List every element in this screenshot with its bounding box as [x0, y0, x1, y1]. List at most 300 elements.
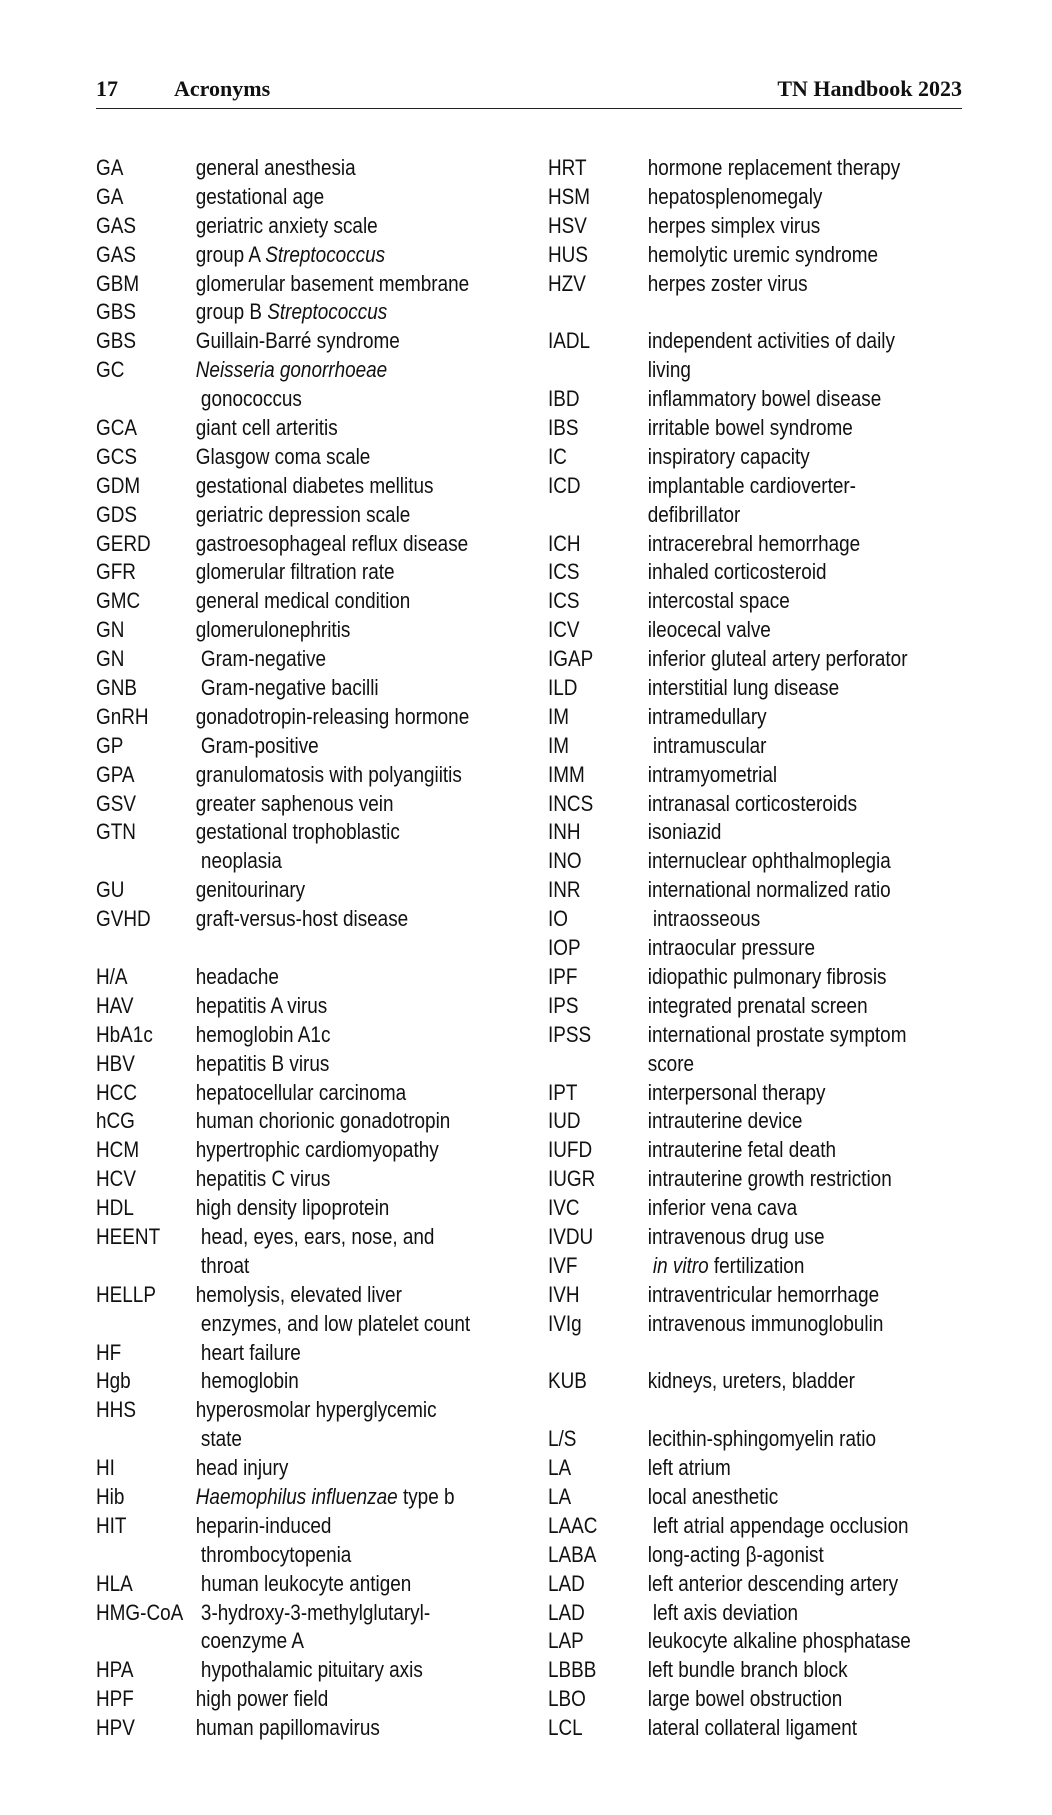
acronym-row [96, 1194, 470, 1223]
acronym-row [548, 443, 911, 472]
acronym-row [96, 1281, 470, 1310]
acronym-term [548, 1050, 648, 1079]
definition-text: intraocular pressure [647, 935, 815, 961]
acronym-definition [196, 1425, 242, 1454]
acronym-row [96, 790, 470, 819]
acronym-term: HCM [96, 1137, 140, 1163]
acronym-definition [648, 847, 891, 876]
acronym-row [96, 298, 470, 327]
acronym-row [96, 963, 470, 992]
acronym-row [96, 1599, 470, 1628]
definition-text: kidneys, ureters, bladder [647, 1368, 855, 1394]
acronym-definition [196, 1454, 289, 1483]
definition-text: intrauterine growth restriction [647, 1166, 892, 1192]
acronym-term: IM [548, 703, 570, 729]
acronym-term: GN [96, 617, 125, 643]
acronym-row [548, 241, 911, 270]
acronym-definition [196, 1339, 301, 1368]
acronym-definition [648, 616, 771, 645]
acronym-term: IUD [548, 1108, 581, 1134]
acronym-row [96, 1310, 470, 1339]
definition-text: glomerular filtration rate [195, 559, 395, 585]
acronym-term: IPS [548, 992, 579, 1018]
acronym-term: LAP [548, 1628, 584, 1654]
definition-text: group A [195, 241, 266, 267]
definition-text: gonadotropin-releasing hormone [195, 703, 470, 729]
acronym-row [96, 1396, 470, 1425]
acronym-definition [648, 790, 857, 819]
definition-text: neoplasia [200, 848, 282, 874]
acronym-row [96, 1165, 470, 1194]
acronym-definition [196, 1165, 331, 1194]
definition-text: inhaled corticosteroid [647, 559, 827, 585]
acronym-term: IPT [548, 1079, 578, 1105]
acronym-row [548, 963, 911, 992]
acronym-definition [648, 327, 895, 356]
acronym-definition [648, 501, 741, 530]
acronym-definition [648, 934, 815, 963]
definition-text: coenzyme A [200, 1628, 304, 1654]
acronym-row [548, 1310, 911, 1339]
acronym-row [96, 847, 470, 876]
acronym-row [96, 905, 470, 934]
definition-text: giant cell arteritis [195, 415, 338, 441]
acronym-term: GnRH [96, 703, 149, 729]
definition-text: inferior gluteal artery perforator [647, 646, 908, 672]
definition-text: intramuscular [652, 732, 767, 758]
acronym-row [96, 558, 470, 587]
definition-italic-text: in vitro [652, 1252, 709, 1278]
definition-text: hepatocellular carcinoma [195, 1079, 407, 1105]
definition-text: heart failure [200, 1339, 301, 1365]
acronym-term: LABA [548, 1541, 597, 1567]
acronym-definition [648, 1570, 898, 1599]
acronym-definition [196, 732, 319, 761]
acronym-row [96, 703, 470, 732]
definition-text: thrombocytopenia [200, 1541, 352, 1567]
definition-text: gastroesophageal reflux disease [195, 530, 469, 556]
acronym-definition [648, 645, 908, 674]
acronym-definition [648, 1454, 731, 1483]
acronym-row [548, 818, 911, 847]
acronym-term: GTN [96, 819, 136, 845]
acronym-row [96, 1627, 470, 1656]
definition-text: Glasgow coma scale [195, 443, 371, 469]
acronym-term [96, 1425, 196, 1454]
acronym-term: ICH [548, 530, 581, 556]
acronym-definition [196, 674, 379, 703]
acronym-term: IC [548, 443, 567, 469]
acronym-term: GMC [96, 588, 141, 614]
acronym-row [96, 385, 470, 414]
acronym-term [96, 1627, 196, 1656]
acronym-definition [196, 1714, 380, 1743]
acronym-term: IO [548, 906, 568, 932]
definition-text: Gram-negative [200, 646, 327, 672]
acronym-definition [648, 1050, 694, 1079]
acronym-row [96, 1050, 470, 1079]
definition-text: intramyometrial [647, 761, 778, 787]
acronym-row [548, 847, 911, 876]
acronym-term: ICS [548, 588, 580, 614]
definition-text: intracerebral hemorrhage [647, 530, 861, 556]
acronym-term: GBS [96, 328, 136, 354]
acronym-definition [648, 1079, 826, 1108]
acronym-row [96, 212, 470, 241]
definition-text: left atrium [647, 1455, 731, 1481]
acronym-term: HDL [96, 1195, 134, 1221]
acronym-row [96, 876, 470, 905]
page-number: 17 [96, 76, 118, 101]
definition-text: enzymes, and low platelet count [200, 1310, 471, 1336]
acronym-term: LBBB [548, 1657, 597, 1683]
acronym-definition [196, 1512, 332, 1541]
definition-text: Guillain-Barré syndrome [195, 328, 400, 354]
definition-text: hypothalamic pituitary axis [200, 1657, 423, 1683]
acronym-row [96, 1252, 470, 1281]
acronym-definition [196, 1107, 451, 1136]
acronym-definition [196, 270, 469, 299]
acronym-row [96, 1685, 470, 1714]
definition-text: interstitial lung disease [647, 675, 840, 701]
acronym-definition [196, 241, 385, 270]
acronym-row [548, 1570, 911, 1599]
acronym-definition [196, 1396, 437, 1425]
acronym-definition [648, 1136, 836, 1165]
definition-text: head injury [195, 1455, 289, 1481]
definition-text: Gram-positive [200, 732, 319, 758]
definition-italic-text: Streptococcus [267, 299, 388, 325]
acronym-term: GAS [96, 212, 136, 238]
definition-text: type b [397, 1483, 455, 1509]
acronym-term: IMM [548, 761, 585, 787]
acronym-row [96, 1454, 470, 1483]
acronym-definition [648, 1512, 909, 1541]
acronym-row [548, 1165, 911, 1194]
acronym-term: HLA [96, 1570, 133, 1596]
definition-text: graft-versus-host disease [195, 906, 409, 932]
acronym-term: INR [548, 877, 581, 903]
acronym-row [548, 1627, 911, 1656]
acronym-row [548, 1194, 911, 1223]
acronym-row [548, 674, 911, 703]
acronym-definition [648, 558, 827, 587]
acronym-definition [196, 1281, 402, 1310]
acronym-definition [196, 385, 302, 414]
definition-text: intranasal corticosteroids [647, 790, 858, 816]
acronym-definition [196, 1570, 412, 1599]
definition-text: living [647, 357, 691, 383]
acronym-term: IVIg [548, 1310, 582, 1336]
definition-text: left anterior descending artery [647, 1570, 899, 1596]
acronym-definition [648, 241, 878, 270]
acronym-definition [196, 905, 408, 934]
acronym-row [96, 645, 470, 674]
acronym-term: INCS [548, 790, 594, 816]
acronym-definition [196, 298, 387, 327]
definition-text: group B [195, 299, 268, 325]
acronym-row [548, 1223, 911, 1252]
acronym-row [548, 1367, 911, 1396]
acronym-term: GFR [96, 559, 136, 585]
acronym-row [548, 1425, 911, 1454]
acronym-definition [648, 963, 887, 992]
acronym-definition [648, 992, 868, 1021]
acronym-term: LA [548, 1455, 572, 1481]
acronym-term: GBS [96, 299, 136, 325]
definition-text: left axis deviation [652, 1599, 799, 1625]
acronym-row [548, 1685, 911, 1714]
definition-text: fertilization [708, 1252, 805, 1278]
acronym-term: HELLP [96, 1281, 156, 1307]
acronym-definition [648, 183, 823, 212]
acronym-term: IOP [548, 935, 581, 961]
definition-text: implantable cardioverter- [647, 472, 856, 498]
acronym-term: HRT [548, 155, 587, 180]
definition-text: heparin-induced [195, 1512, 332, 1538]
acronym-row [548, 1252, 911, 1281]
acronym-definition [196, 327, 400, 356]
acronym-term: ILD [548, 675, 578, 701]
acronym-definition [648, 1367, 855, 1396]
acronym-term: IVC [548, 1195, 580, 1221]
acronym-row [548, 1454, 911, 1483]
definition-text: international prostate symptom [647, 1021, 907, 1047]
acronym-row [548, 1107, 911, 1136]
definition-text: herpes simplex virus [647, 212, 821, 238]
acronym-definition [648, 1165, 892, 1194]
acronym-term: GCS [96, 443, 138, 469]
definition-text: intercostal space [647, 588, 790, 614]
acronym-term: GSV [96, 790, 136, 816]
definition-text: interpersonal therapy [647, 1079, 826, 1105]
acronym-term: GC [96, 357, 125, 383]
definition-text: score [647, 1050, 695, 1076]
acronym-definition [648, 472, 856, 501]
definition-text: international normalized ratio [647, 877, 891, 903]
acronym-row [96, 1223, 470, 1252]
acronym-row [548, 587, 911, 616]
definition-text: gestational diabetes mellitus [195, 472, 434, 498]
definition-text: left atrial appendage occlusion [652, 1512, 909, 1538]
definition-text: lecithin-sphingomyelin ratio [647, 1426, 876, 1452]
acronym-row [548, 501, 911, 530]
acronym-definition [196, 790, 394, 819]
definition-text: leukocyte alkaline phosphatase [647, 1628, 911, 1654]
definition-text: head, eyes, ears, nose, and [200, 1223, 435, 1249]
definition-text: hepatosplenomegaly [647, 183, 823, 209]
acronym-definition [648, 1425, 876, 1454]
acronym-term: GN [96, 646, 125, 672]
acronym-definition [196, 1627, 304, 1656]
acronym-term: LAAC [548, 1512, 598, 1538]
acronym-row [548, 876, 911, 905]
acronym-definition [196, 1483, 455, 1512]
acronym-row [548, 558, 911, 587]
acronym-definition [196, 1194, 390, 1223]
acronym-term: IADL [548, 328, 591, 354]
acronym-definition [196, 847, 282, 876]
acronym-definition [648, 674, 839, 703]
section-gap [548, 298, 911, 327]
acronym-row [96, 761, 470, 790]
definition-text: herpes zoster virus [647, 270, 808, 296]
book-title: TN Handbook 2023 [777, 76, 962, 101]
acronym-definition [196, 212, 378, 241]
acronym-term: HI [96, 1455, 115, 1481]
acronym-definition [196, 1541, 352, 1570]
acronym-definition [648, 1310, 884, 1339]
acronym-definition [196, 501, 411, 530]
acronym-definition [648, 530, 860, 559]
definition-text: intravenous immunoglobulin [647, 1310, 884, 1336]
acronym-row [96, 992, 470, 1021]
acronym-definition [648, 1021, 907, 1050]
acronym-term: HIT [96, 1512, 127, 1538]
acronym-row [96, 1339, 470, 1368]
acronym-term: IPF [548, 963, 578, 989]
acronym-definition [196, 963, 279, 992]
section-gap [96, 934, 470, 963]
acronym-term: GP [96, 732, 124, 758]
acronym-term: HEENT [96, 1223, 161, 1249]
acronym-term: IUFD [548, 1137, 593, 1163]
definition-text: Gram-negative bacilli [200, 675, 379, 701]
acronym-term [96, 1310, 196, 1339]
acronym-definition [648, 1685, 843, 1714]
acronym-definition [196, 1021, 331, 1050]
acronym-definition [196, 1079, 406, 1108]
acronym-row [548, 270, 911, 299]
definition-text: hemolysis, elevated liver [195, 1281, 402, 1307]
acronym-definition [648, 1541, 824, 1570]
acronym-definition [648, 154, 900, 183]
acronym-term: IUGR [548, 1166, 596, 1192]
acronym-term: GERD [96, 530, 151, 556]
acronym-term: ICS [548, 559, 580, 585]
acronym-term: INH [548, 819, 581, 845]
definition-text: independent activities of daily [647, 328, 895, 354]
acronym-term: GDM [96, 472, 141, 498]
definition-text: granulomatosis with polyangiitis [195, 761, 462, 787]
definition-text: left bundle branch block [647, 1657, 848, 1683]
acronym-definition [196, 645, 326, 674]
acronym-term: INO [548, 848, 582, 874]
acronym-definition [648, 356, 691, 385]
acronym-definition [648, 1656, 848, 1685]
acronym-definition [648, 270, 808, 299]
acronym-term: IPSS [548, 1021, 592, 1047]
acronym-term: HSV [548, 212, 587, 238]
acronym-row [548, 1483, 911, 1512]
acronym-row [548, 1050, 911, 1079]
acronym-definition [648, 818, 722, 847]
acronym-definition [648, 1281, 879, 1310]
acronym-term: IVDU [548, 1223, 594, 1249]
definition-text: irritable bowel syndrome [647, 415, 853, 441]
acronym-term: HHS [96, 1397, 136, 1423]
acronym-row [96, 1367, 470, 1396]
definition-text: defibrillator [647, 501, 741, 527]
acronym-definition [648, 703, 767, 732]
acronym-row [96, 1714, 470, 1743]
definition-text: lateral collateral ligament [647, 1715, 858, 1741]
definition-text: gestational trophoblastic [195, 819, 400, 845]
acronym-row [96, 154, 470, 183]
acronym-row [96, 1107, 470, 1136]
acronym-row [548, 934, 911, 963]
acronym-definition [648, 1714, 857, 1743]
acronym-definition [648, 876, 891, 905]
acronym-column-right [548, 154, 911, 1743]
acronym-definition [196, 992, 327, 1021]
definition-text: intravenous drug use [647, 1223, 825, 1249]
definition-text: high density lipoprotein [195, 1195, 390, 1221]
acronym-term: IVH [548, 1281, 580, 1307]
definition-italic-text: Haemophilus influenzae [195, 1483, 398, 1509]
definition-text: hepatitis C virus [195, 1166, 331, 1192]
acronym-term: Hib [96, 1483, 125, 1509]
acronym-term: LAD [548, 1570, 585, 1596]
definition-text: human chorionic gonadotropin [195, 1108, 451, 1134]
acronym-definition [196, 472, 434, 501]
acronym-term: GCA [96, 415, 138, 441]
acronym-term: GBM [96, 270, 140, 296]
acronym-definition [648, 761, 777, 790]
acronym-row [96, 1656, 470, 1685]
definition-text: inferior vena cava [647, 1195, 798, 1221]
acronym-definition [196, 1136, 439, 1165]
acronym-row [548, 645, 911, 674]
definition-text: throat [200, 1252, 250, 1278]
acronym-term: ICD [548, 472, 581, 498]
definition-text: idiopathic pulmonary fibrosis [647, 963, 887, 989]
acronym-row [96, 732, 470, 761]
acronym-term: LAD [548, 1599, 585, 1625]
acronym-term: IGAP [548, 646, 594, 672]
acronym-row [548, 616, 911, 645]
acronym-row [96, 587, 470, 616]
definition-italic-text: Streptococcus [265, 241, 386, 267]
acronym-definition [196, 414, 338, 443]
definition-text: hormone replacement therapy [647, 155, 901, 180]
acronym-row [96, 616, 470, 645]
acronym-row [96, 270, 470, 299]
acronym-definition [196, 616, 351, 645]
acronym-row [96, 327, 470, 356]
acronym-row [548, 414, 911, 443]
acronym-term: HBV [96, 1050, 135, 1076]
acronym-definition [196, 443, 371, 472]
definition-text: general medical condition [195, 588, 411, 614]
acronym-row [548, 761, 911, 790]
acronym-term: LA [548, 1483, 572, 1509]
acronym-row [548, 530, 911, 559]
acronym-definition [196, 558, 395, 587]
acronym-term: ICV [548, 617, 580, 643]
acronym-definition [648, 587, 790, 616]
acronym-row [548, 1021, 911, 1050]
acronym-definition [196, 1223, 435, 1252]
acronym-definition [196, 761, 462, 790]
acronym-row [548, 356, 911, 385]
definition-text: hypertrophic cardiomyopathy [195, 1137, 439, 1163]
acronym-definition [648, 1194, 797, 1223]
acronym-term: GA [96, 155, 124, 180]
acronym-definition [648, 1483, 778, 1512]
definition-text: hyperosmolar hyperglycemic [195, 1397, 437, 1423]
acronym-row [548, 472, 911, 501]
